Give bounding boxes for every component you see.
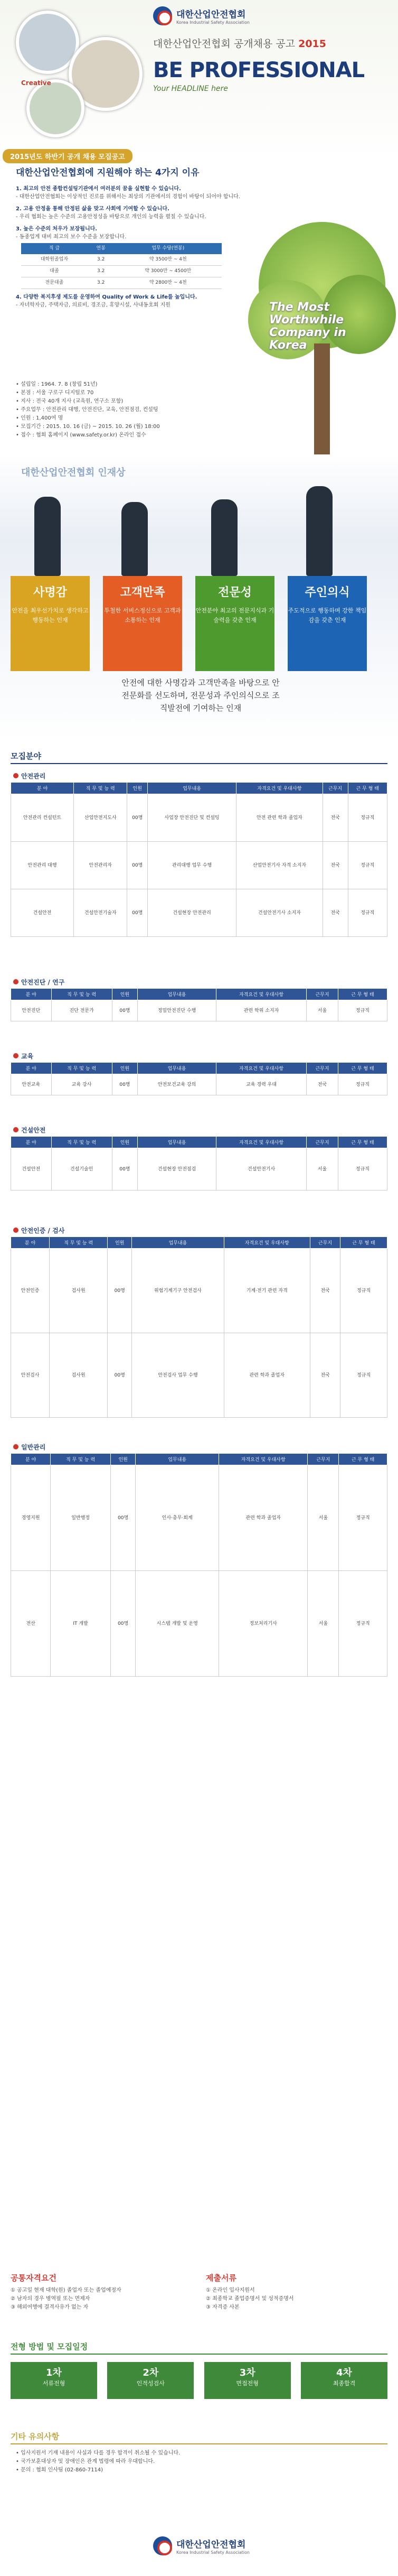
field-tag-1: 안전관리	[13, 771, 45, 780]
reason-4-desc: - 자녀학자금, 주택자금, 의료비, 경조금, 휴양시설, 사내동호회 지원	[16, 302, 170, 308]
person-figure	[306, 486, 333, 576]
field-tag-5: 안전인증 / 검사	[13, 1226, 64, 1235]
recruit-title: 모집분야	[11, 750, 387, 764]
creative-label: Creative	[21, 79, 51, 87]
table-row: 건설안전 건설안전기술자 00명 건설현장 안전관리 건설안전기사 소지자 전국 정규직	[11, 889, 387, 937]
common-requirements: 공통자격요건 ① 공고일 현재 대학(원) 졸업자 또는 졸업예정자 ② 남자의 경우 병역필 또는 면제자 ③ 해외여행에 결격사유가 없는 자	[11, 2273, 121, 2310]
recruit-table-5: 분 야 직 무 및 능 력 인원 업무내용 자격요건 및 우대사항 근무지 근 무 형 태 안전인증 검사원 00명 위험기계기구 안전검사 기계·전기 관련 자격 전국 정규직 안전검사 검사원 00명 안전검사 업무 수행 관련 학과 졸업자 전국 정규직	[11, 1236, 387, 1418]
reason-3: 3. 높은 수준의 처우가 보장됩니다.	[16, 226, 98, 232]
table-row: 안전인증 검사원 00명 위험기계기구 안전검사 기계·전기 관련 자격 전국 정규직	[11, 1249, 387, 1333]
logo-icon	[153, 2536, 172, 2555]
table-row: 안전진단 진단 전문가 00명 정밀안전진단 수행 관련 학위 소지자 서울 정규직	[11, 1000, 387, 1021]
reason-1: 1. 최고의 안전 종합컨설팅기관에서 여러분의 꿈을 실현할 수 있습니다.	[16, 186, 181, 192]
reason-2: 2. 고용 안정을 통해 안정된 삶을 맞고 사회에 기여할 수 있습니다.	[16, 206, 169, 212]
logo-icon	[153, 6, 172, 25]
logo	[153, 6, 250, 25]
talent-summary: 안전에 대한 사명감과 고객만족을 바탕으로 안전문화를 선도하며, 전문성과 주인의식으로 조직발전에 기여하는 인재	[121, 678, 280, 713]
field-tag-2: 안전진단 / 연구	[13, 978, 64, 987]
pillar-customer: 고객만족 투철한 서비스정신으로 고객과 소통하는 인재	[103, 576, 182, 671]
table-row: 전산 IT 개발 00명 시스템 개발 및 운영 정보처리기사 서울 정규직	[11, 1571, 387, 1677]
reasons-list	[16, 185, 248, 309]
step-1: 1차 서류전형	[11, 2362, 97, 2399]
slogan: BE PROFESSIONAL	[153, 58, 365, 82]
table-row: 경영지원 일반행정 00명 인사·총무·회계 관련 학과 졸업자 서울 정규직	[11, 1465, 387, 1571]
field-tag-4: 건설안전	[13, 1126, 45, 1134]
person-figure	[211, 499, 238, 576]
reason-1-desc: - 대한산업안전협회는 이상적인 진로를 위해서는 최상의 기관에서의 경험이 바탕이 되어야 합니다.	[16, 194, 240, 200]
table-row: 안전관리 컨설턴트 산업안전지도사 00명 사업장 안전진단 및 컨설팅 안전 관련 학과 졸업자 전국 정규직	[11, 794, 387, 842]
recruit-period-badge: 2015년도 하반기 공개 채용 모집공고	[3, 149, 132, 163]
etc-list: • 입사지원서 기재 내용이 사실과 다를 경우 합격이 취소될 수 있습니다. • 국가보훈대상자 및 장애인은 관계 법령에 따라 우대합니다. • 문의 : 협회 인사팀 (02-860-7114)	[16, 2450, 181, 2473]
pillar-ownership: 주인의식 주도적으로 행동하며 강한 책임감을 갖춘 인재	[288, 576, 367, 671]
person-figure	[34, 497, 61, 576]
headline: Your HEADLINE here	[153, 85, 228, 93]
table-row: 안전검사 검사원 00명 안전검사 업무 수행 관련 학과 졸업자 전국 정규직	[11, 1333, 387, 1418]
person-figure	[121, 502, 148, 576]
reasons-title: 대한산업안전협회에 지원해야 하는 4가지 이유	[16, 168, 200, 178]
reasons-section	[0, 159, 398, 454]
process-title: 전형 방법 및 모집일정	[11, 2341, 387, 2355]
company-facts: • 설립일 : 1964. 7. 8 (창립 51년) • 본점 : 서울 구로구 디지털로 70 • 지사 : 전국 40개 지사 (교육원, 연구소 포함) • 주요업무 : 안전관리 대행, 안전진단, 교육, 안전점검, 컨설팅 • 인원 : 1,400여 명 • 모집기간 : 2015. 10. 16 (금) ~ 2015. 10. 26 (월) 18:00 • 접수 : 협회 홈페이지 (www.safety.or.kr) 온라인 접수	[16, 382, 160, 438]
reason-2-desc: - 우리 협회는 높은 수준의 고용안정성을 바탕으로 개인의 능력을 펼칠 수 있습니다.	[16, 214, 206, 220]
required-documents: 제출서류 ① 온라인 입사지원서 ② 최종학교 졸업증명서 및 성적증명서 ③ 자격증 사본	[206, 2273, 294, 2310]
org-name-kr: 대한산업안전협회	[176, 10, 246, 20]
etc-title: 기타 유의사항	[11, 2431, 387, 2444]
pillar-mission: 사명감 안전을 최우선가치로 생각하고 행동하는 인재	[11, 576, 90, 671]
talent-section	[0, 454, 398, 740]
field-tag-3: 교육	[13, 1052, 33, 1061]
recruit-table-6: 분 야 직 무 및 능 력 인원 업무내용 자격요건 및 우대사항 근무지 근 무 형 태 경영지원 일반행정 00명 인사·총무·회계 관련 학과 졸업자 서울 정규직 전산 IT 개발 00명 시스템 개발 및 운영 정보처리기사 서울 정규직	[11, 1453, 387, 1677]
step-4: 4차 최종합격	[301, 2362, 387, 2399]
recruit-table-4: 분 야 직 무 및 능 력 인원 업무내용 자격요건 및 우대사항 근무지 근 무 형 태 건설안전 건설기술인 00명 건설현장 안전점검 건설안전기사 서울 정규직	[11, 1136, 387, 1191]
worthwhile-text: The Most Worthwhile Company in Korea	[269, 301, 346, 352]
recruit-table-3: 분 야 직 무 및 능 력 인원 업무내용 자격요건 및 우대사항 근무지 근 무 형 태 안전교육 교육 강사 00명 안전보건교육 강의 교육 경력 우대 전국 정규직	[11, 1062, 387, 1095]
table-row: 건설안전 건설기술인 00명 건설현장 안전점검 건설안전기사 서울 정규직	[11, 1148, 387, 1191]
talent-title: 대한산업안전협회 인재상	[21, 467, 126, 478]
step-2: 2차 인적성검사	[107, 2362, 194, 2399]
table-row: 안전교육 교육 강사 00명 안전보건교육 강의 교육 경력 우대 전국 정규직	[11, 1074, 387, 1095]
table-row: 안전관리 대행 안전관리자 00명 관리대행 업무 수행 산업안전기사 자격 소지자 전국 정규직	[11, 842, 387, 889]
photo-collage	[16, 11, 143, 153]
header-banner	[0, 0, 398, 159]
reason-4: 4. 다양한 복지후생 제도를 운영하여 Quality of Work & Life를 높입니다.	[16, 294, 197, 300]
process-steps	[11, 2362, 387, 2399]
recruit-table-1: 분 야 직 무 및 능 력 인원 업무내용 자격요건 및 우대사항 근무지 근 무 형 태 안전관리 컨설턴트 산업안전지도사 00명 사업장 안전진단 및 컨설팅 안전 관련 학과 졸업자 전국 정규직 안전관리 대행 안전관리자 00명 관리대행 업무 수행 산업안전기사 자격 소지자 전국 정규직 건설안전 건설안전기술자 00명 건설현장 안전관리 건설안전기사 소지자 전국 정규직	[11, 782, 387, 937]
org-name-en: Korea Industrial Safety Association	[176, 20, 250, 25]
field-tag-6: 일반관리	[13, 1443, 45, 1452]
tree-illustration	[248, 222, 396, 454]
reason-3-desc: - 동종업계 대비 최고의 보수 수준을 보장합니다.	[16, 234, 127, 240]
footer-logo: 대한산업안전협회 Korea Industrial Safety Association	[153, 2536, 250, 2555]
pillar-expertise: 전문성 안전분야 최고의 전문지식과 기술력을 갖춘 인재	[195, 576, 274, 671]
recruit-table-2: 분 야 직 무 및 능 력 인원 업무내용 자격요건 및 우대사항 근무지 근 무 형 태 안전진단 진단 전문가 00명 정밀안전진단 수행 관련 학위 소지자 서울 정규직	[11, 988, 387, 1021]
pay-table: 직 급 연봉 업무 수당(연봉) 대학원졸업자 3.2 약 3500만 ~ 4천 대졸 3.2 약 3000만 ~ 4500만 전문대졸 3.2 약 2800만 ~ 4천	[21, 243, 222, 289]
notice-title: 대한산업안전협회 공개채용 공고 2015	[153, 38, 326, 50]
step-3: 3차 면접전형	[204, 2362, 291, 2399]
